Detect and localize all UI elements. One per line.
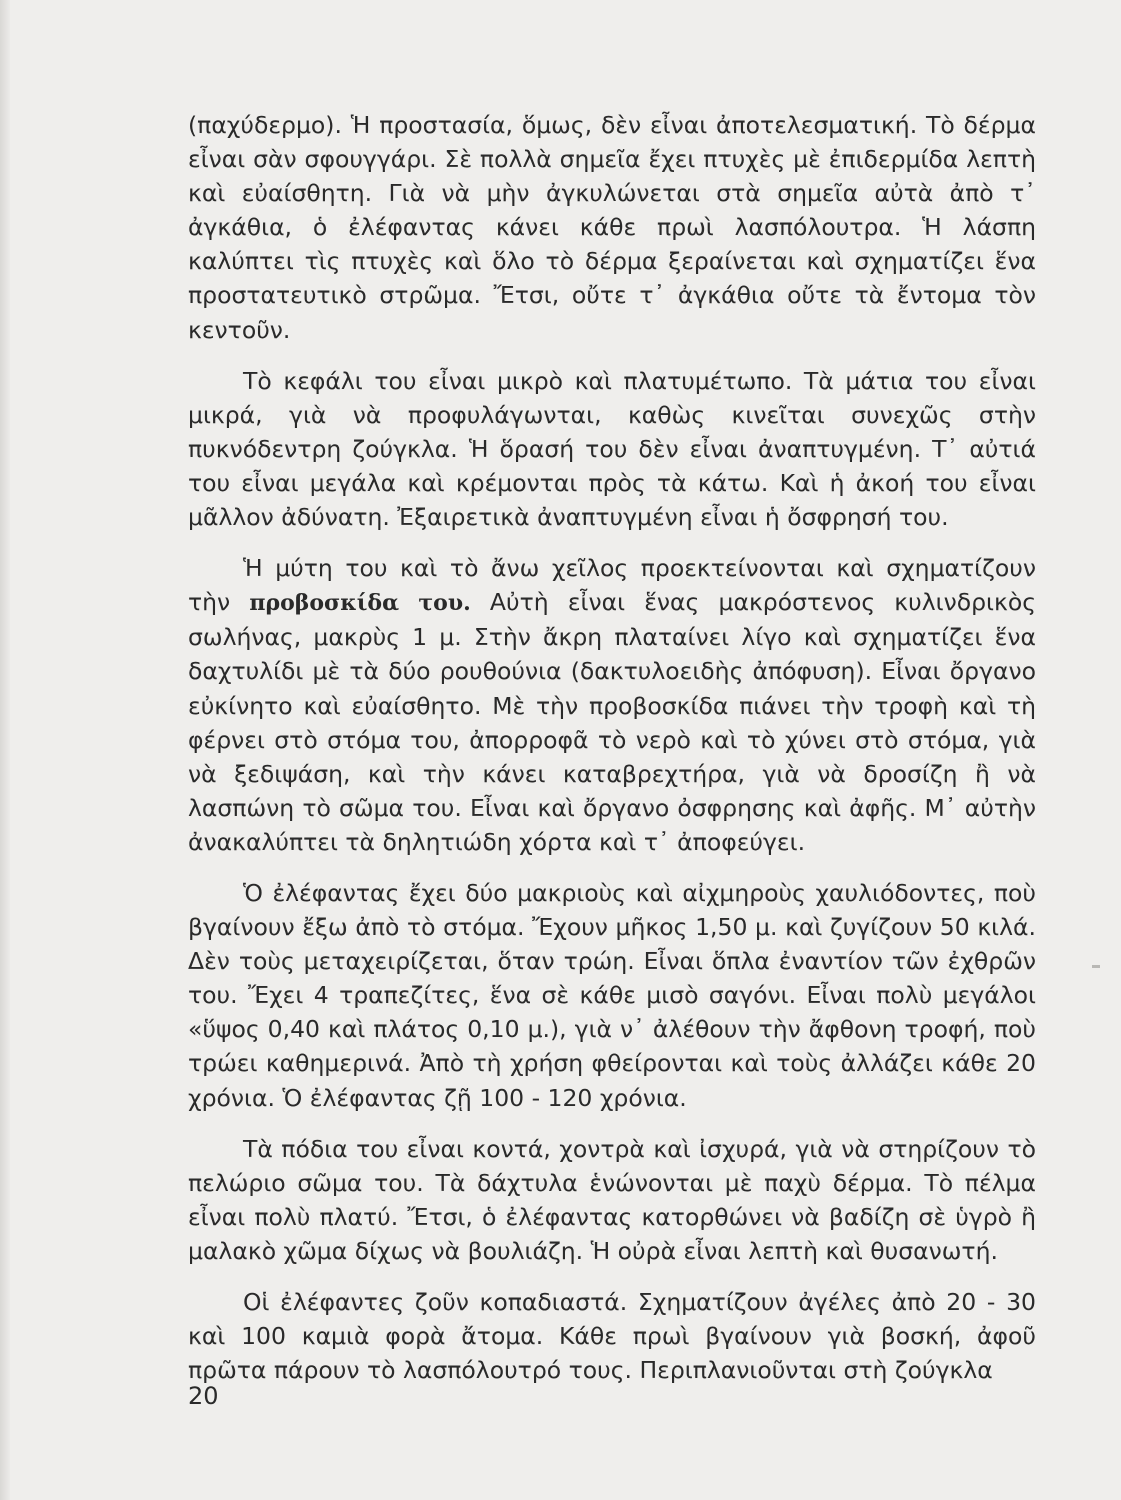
- paragraph-5: Τὰ πόδια του εἶναι κοντά, χοντρὰ καὶ ἰσχυρά, γιὰ νὰ στηρίζουν τὸ πελώριο σῶμα του. Τὰ δάχτυλα ἑνώνονται μὲ παχὺ δέρμα. Τὸ πέλμα εἶναι πολὺ πλατύ. Ἔτσι, ὁ ἐλέφαντας κατορθώνει νὰ βαδίζη σὲ ὑγρὸ ἢ μαλακὸ χῶμα δίχως νὰ βουλιάζη. Ἡ οὐρὰ εἶναι λεπτὴ καὶ θυσανωτή.: [188, 1134, 1036, 1265]
- show-through-mark: [1092, 965, 1100, 968]
- paragraph-4: Ὁ ἐλέφαντας ἔχει δύο μακριοὺς καὶ αἰχμηροὺς χαυλιόδοντες, ποὺ βγαίνουν ἔξω ἀπὸ τὸ στόμα. Ἔχουν μῆκος 1,50 μ. καὶ ζυγίζουν 50 κιλά. Δὲν τοὺς μεταχειρίζεται, ὅταν τρώη. Εἶναι ὅπλα ἐναντίον τῶν ἐχθρῶν του. Ἔχει 4 τραπεζίτες, ἕνα σὲ κάθε μισὸ σαγόνι. Εἶναι πολὺ μεγάλοι «ὕψος 0,40 καὶ πλάτος 0,10 μ.), γιὰ ν᾽ ἀλέθουν τὴν ἄφθονη τροφή, ποὺ τρώει καθημερινά. Ἀπὸ τὴ χρήση φθείρονται καὶ τοὺς ἀλλάζει κάθε 20 χρόνια. Ὁ ἐλέφαντας ζῇ 100 - 120 χρόνια.: [188, 878, 1036, 1112]
- paragraph-3: [188, 551, 1036, 859]
- page-number: 20: [188, 1382, 219, 1410]
- bold-term-proboscis: προβοσκίδα του.: [249, 590, 471, 617]
- paragraph-3-text-after: Αὐτὴ εἶναι ἕνας μακρόστενος κυλινδρικὸς σωλήνας, μακρὺς 1 μ. Στὴν ἄκρη πλαταίνει λίγο καὶ σχηματίζει ἕνα δαχτυλίδι μὲ τὰ δύο ρουθούνια (δακτυλοειδὴς ἀπόφυση). Εἶναι ὄργανο εὐκίνητο καὶ εὐαίσθητο. Μὲ τὴν προβοσκίδα πιάνει τὴν τροφὴ καὶ τὴ φέρνει στὸ στόμα του, ἀπορροφᾶ τὸ νερὸ καὶ τὸ χύνει στὸ στόμα, γιὰ νὰ ξεδιψάση, καὶ τὴν κάνει καταβρεχτήρα, γιὰ νὰ δροσίζη ἢ νὰ λασπώνη τὸ σῶμα του. Εἶναι καὶ ὄργανο ὀσφρησης καὶ ἀφῆς. Μ᾽ αὐτὴν ἀνακαλύπτει τὰ δηλητιώδη χόρτα καὶ τ᾽ ἀποφεύγει.: [188, 588, 1037, 856]
- paragraph-3-text-before: Ἡ μύτη του καὶ τὸ ἄνω χεῖλος προεκτείνονται καὶ σχηματίζουν τὴν: [188, 554, 1036, 617]
- page-binding-edge: [0, 0, 10, 1500]
- paragraph-2: Τὸ κεφάλι του εἶναι μικρὸ καὶ πλατυμέτωπο. Τὰ μάτια του εἶναι μικρά, γιὰ νὰ προφυλάγωνται, καθὼς κινεῖται συνεχῶς στὴν πυκνόδεντρη ζούγκλα. Ἡ ὅρασή του δὲν εἶναι ἀναπτυγμένη. Τ᾽ αὐτιά του εἶναι μεγάλα καὶ κρέμονται πρὸς τὰ κάτω. Καὶ ἡ ἀκοή του εἶναι μᾶλλον ἀδύνατη. Ἐξαιρετικὰ ἀναπτυγμένη εἶναι ἡ ὄσφρησή του.: [188, 366, 1036, 532]
- paragraph-1: (παχύδερμο). Ἡ προστασία, ὅμως, δὲν εἶναι ἀποτελεσματική. Τὸ δέρμα εἶναι σὰν σφουγγάρι. Σὲ πολλὰ σημεῖα ἔχει πτυχὲς μὲ ἐπιδερμίδα λεπτὴ καὶ εὐαίσθητη. Γιὰ νὰ μὴν ἀγκυλώνεται στὰ σημεῖα αὐτὰ ἀπὸ τ᾽ ἀγκάθια, ὁ ἐλέφαντας κάνει κάθε πρωὶ λασπόλουτρα. Ἡ λάσπη καλύπτει τὶς πτυχὲς καὶ ὅλο τὸ δέρμα ξεραίνεται καὶ σχηματίζει ἕνα προστατευτικὸ στρῶμα. Ἔτσι, οὔτε τ᾽ ἀγκάθια οὔτε τὰ ἔντομα τὸν κεντοῦν.: [188, 111, 1036, 344]
- body-text: [188, 108, 1036, 1387]
- paragraph-6: Οἱ ἐλέφαντες ζοῦν κοπαδιαστά. Σχηματίζουν ἀγέλες ἀπὸ 20 - 30 καὶ 100 καμιὰ φορὰ ἄτομα. Κάθε πρωὶ βγαίνουν γιὰ βοσκή, ἀφοῦ πρῶτα πάρουν τὸ λασπόλουτρό τους. Περιπλανιοῦνται στὴ ζούγκλα: [188, 1288, 1036, 1385]
